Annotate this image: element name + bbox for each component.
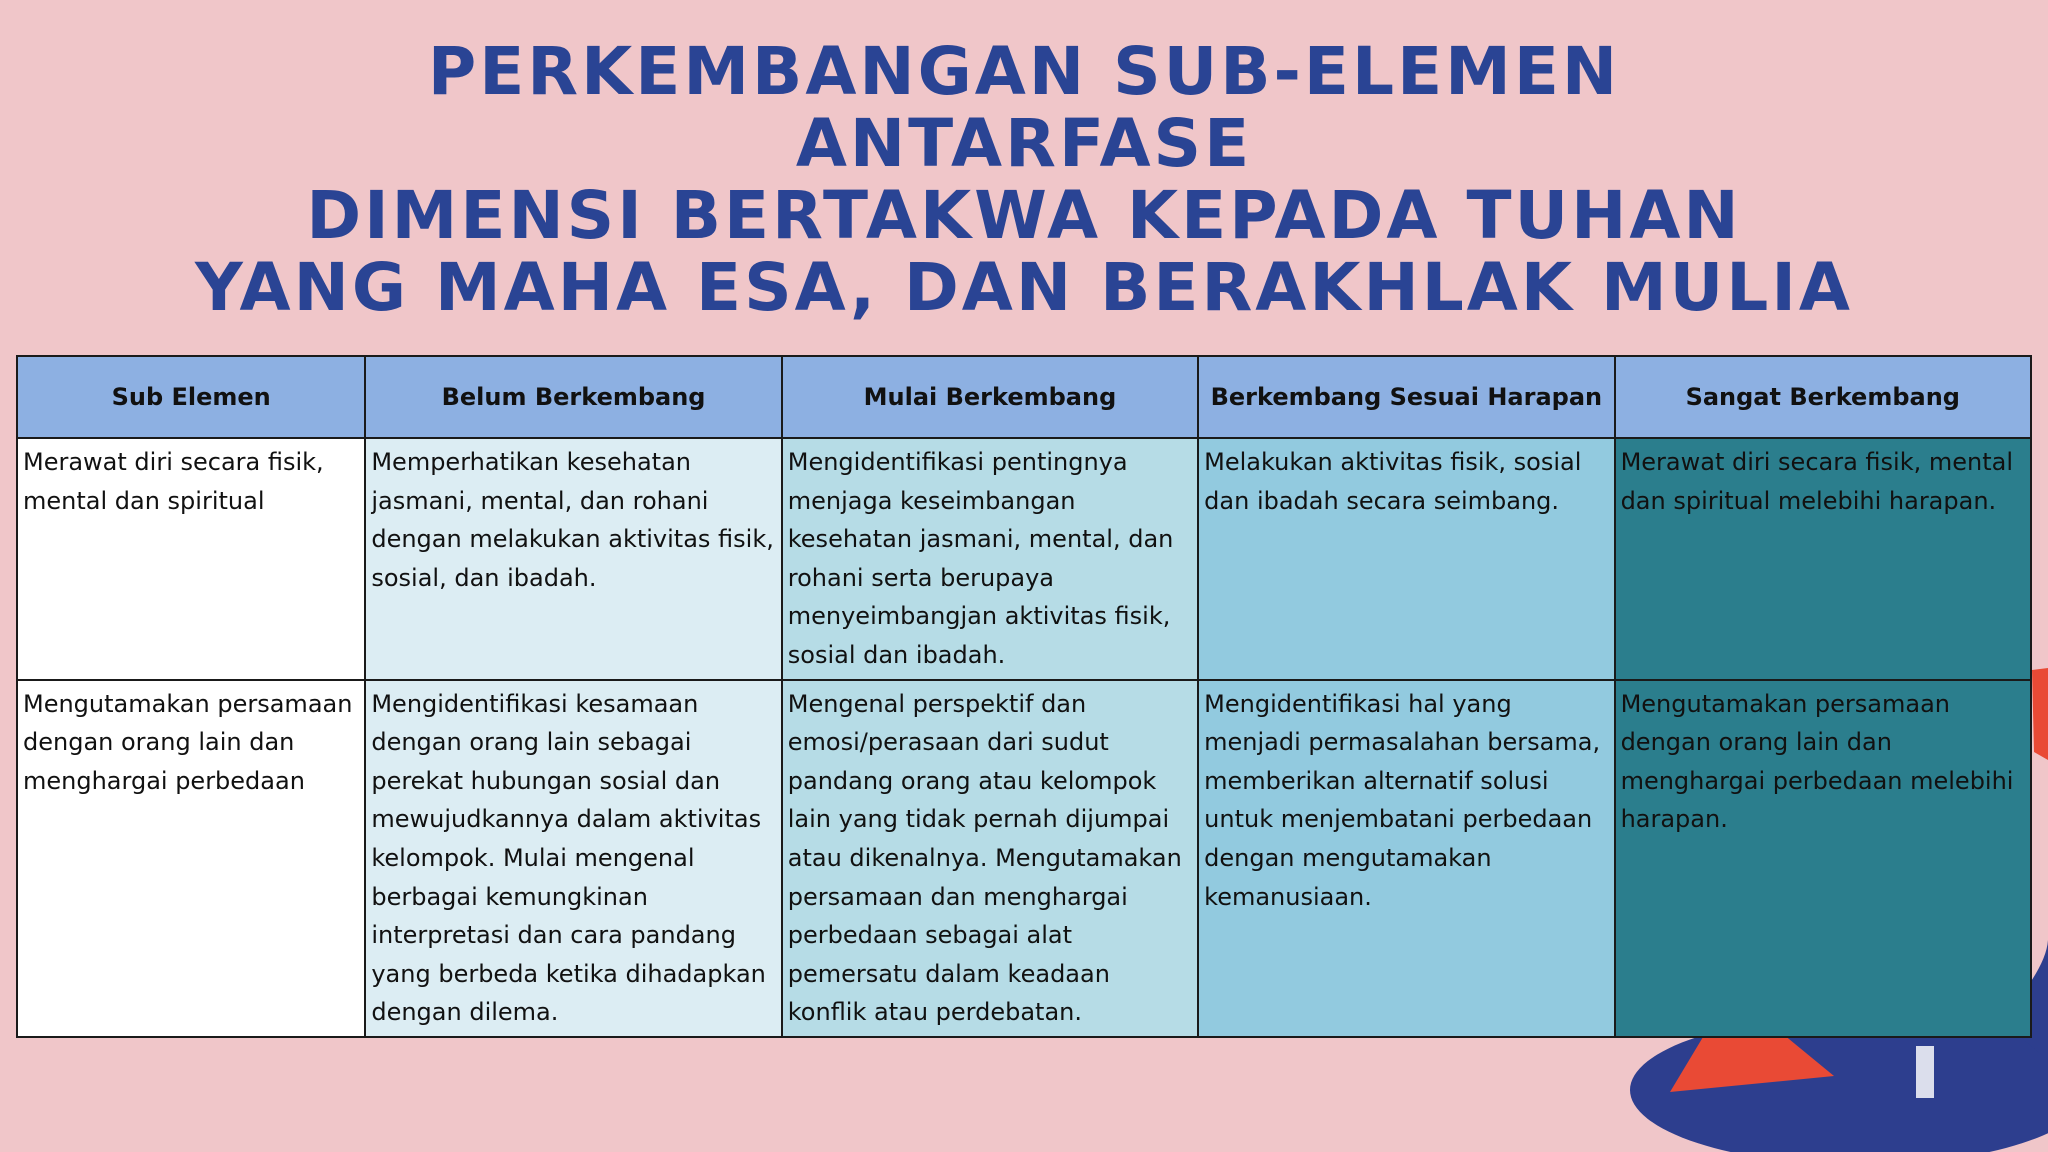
rubric-table (16, 355, 2032, 1038)
table-row (17, 438, 2031, 680)
table-cell: Mengidentifikasi hal yang menjadi permasalahan bersama, memberikan alternatif solusi untuk menjembatani perbedaan dengan mengutamakan kemanusiaan. (1198, 680, 1614, 1037)
header-sangat-berkembang: Sangat Berkembang (1615, 356, 2031, 438)
table-row (17, 680, 2031, 1037)
slide-title (0, 33, 2048, 326)
table-header-row (17, 356, 2031, 438)
header-sub-elemen: Sub Elemen (17, 356, 365, 438)
table-cell: Mengidentifikasi pentingnya menjaga keseimbangan kesehatan jasmani, mental, dan rohani serta berupaya menyeimbangjan aktivitas fisik, sosial dan ibadah. (782, 438, 1198, 680)
red-sliver-shape (2032, 668, 2048, 760)
title-line-1: PERKEMBANGAN SUB-ELEMEN (427, 33, 1621, 110)
title-line-3: DIMENSI BERTAKWA KEPADA TUHAN (306, 177, 1742, 254)
header-mulai-berkembang: Mulai Berkembang (782, 356, 1198, 438)
header-berkembang-sesuai-harapan: Berkembang Sesuai Harapan (1198, 356, 1614, 438)
title-line-4: YANG MAHA ESA, DAN BERAKHLAK MULIA (195, 249, 1853, 326)
table-cell: Melakukan aktivitas fisik, sosial dan ibadah secara seimbang. (1198, 438, 1614, 680)
table-cell: Mengutamakan persamaan dengan orang lain dan menghargai perbedaan (17, 680, 365, 1037)
table-cell: Memperhatikan kesehatan jasmani, mental, dan rohani dengan melakukan aktivitas fisik, sosial, dan ibadah. (365, 438, 781, 680)
table-cell: Mengutamakan persamaan dengan orang lain dan menghargai perbedaan melebihi harapan. (1615, 680, 2031, 1037)
table-cell: Mengenal perspektif dan emosi/perasaan dari sudut pandang orang atau kelompok lain yang tidak pernah dijumpai atau dikenalnya. Mengutamakan persamaan dan menghargai perbedaan sebagai alat pemersatu dalam keadaan konflik atau perdebatan. (782, 680, 1198, 1037)
table-cell: Merawat diri secara fisik, mental dan spiritual melebihi harapan. (1615, 438, 2031, 680)
table-cell: Merawat diri secara fisik, mental dan spiritual (17, 438, 365, 680)
white-speckle-shape (1916, 1046, 1934, 1098)
table-cell: Mengidentifikasi kesamaan dengan orang lain sebagai perekat hubungan sosial dan mewujudkannya dalam aktivitas kelompok. Mulai mengenal berbagai kemungkinan interpretasi dan cara pandang yang berbeda ketika dihadapkan dengan dilema. (365, 680, 781, 1037)
header-belum-berkembang: Belum Berkembang (365, 356, 781, 438)
title-line-2: ANTARFASE (795, 105, 1253, 182)
